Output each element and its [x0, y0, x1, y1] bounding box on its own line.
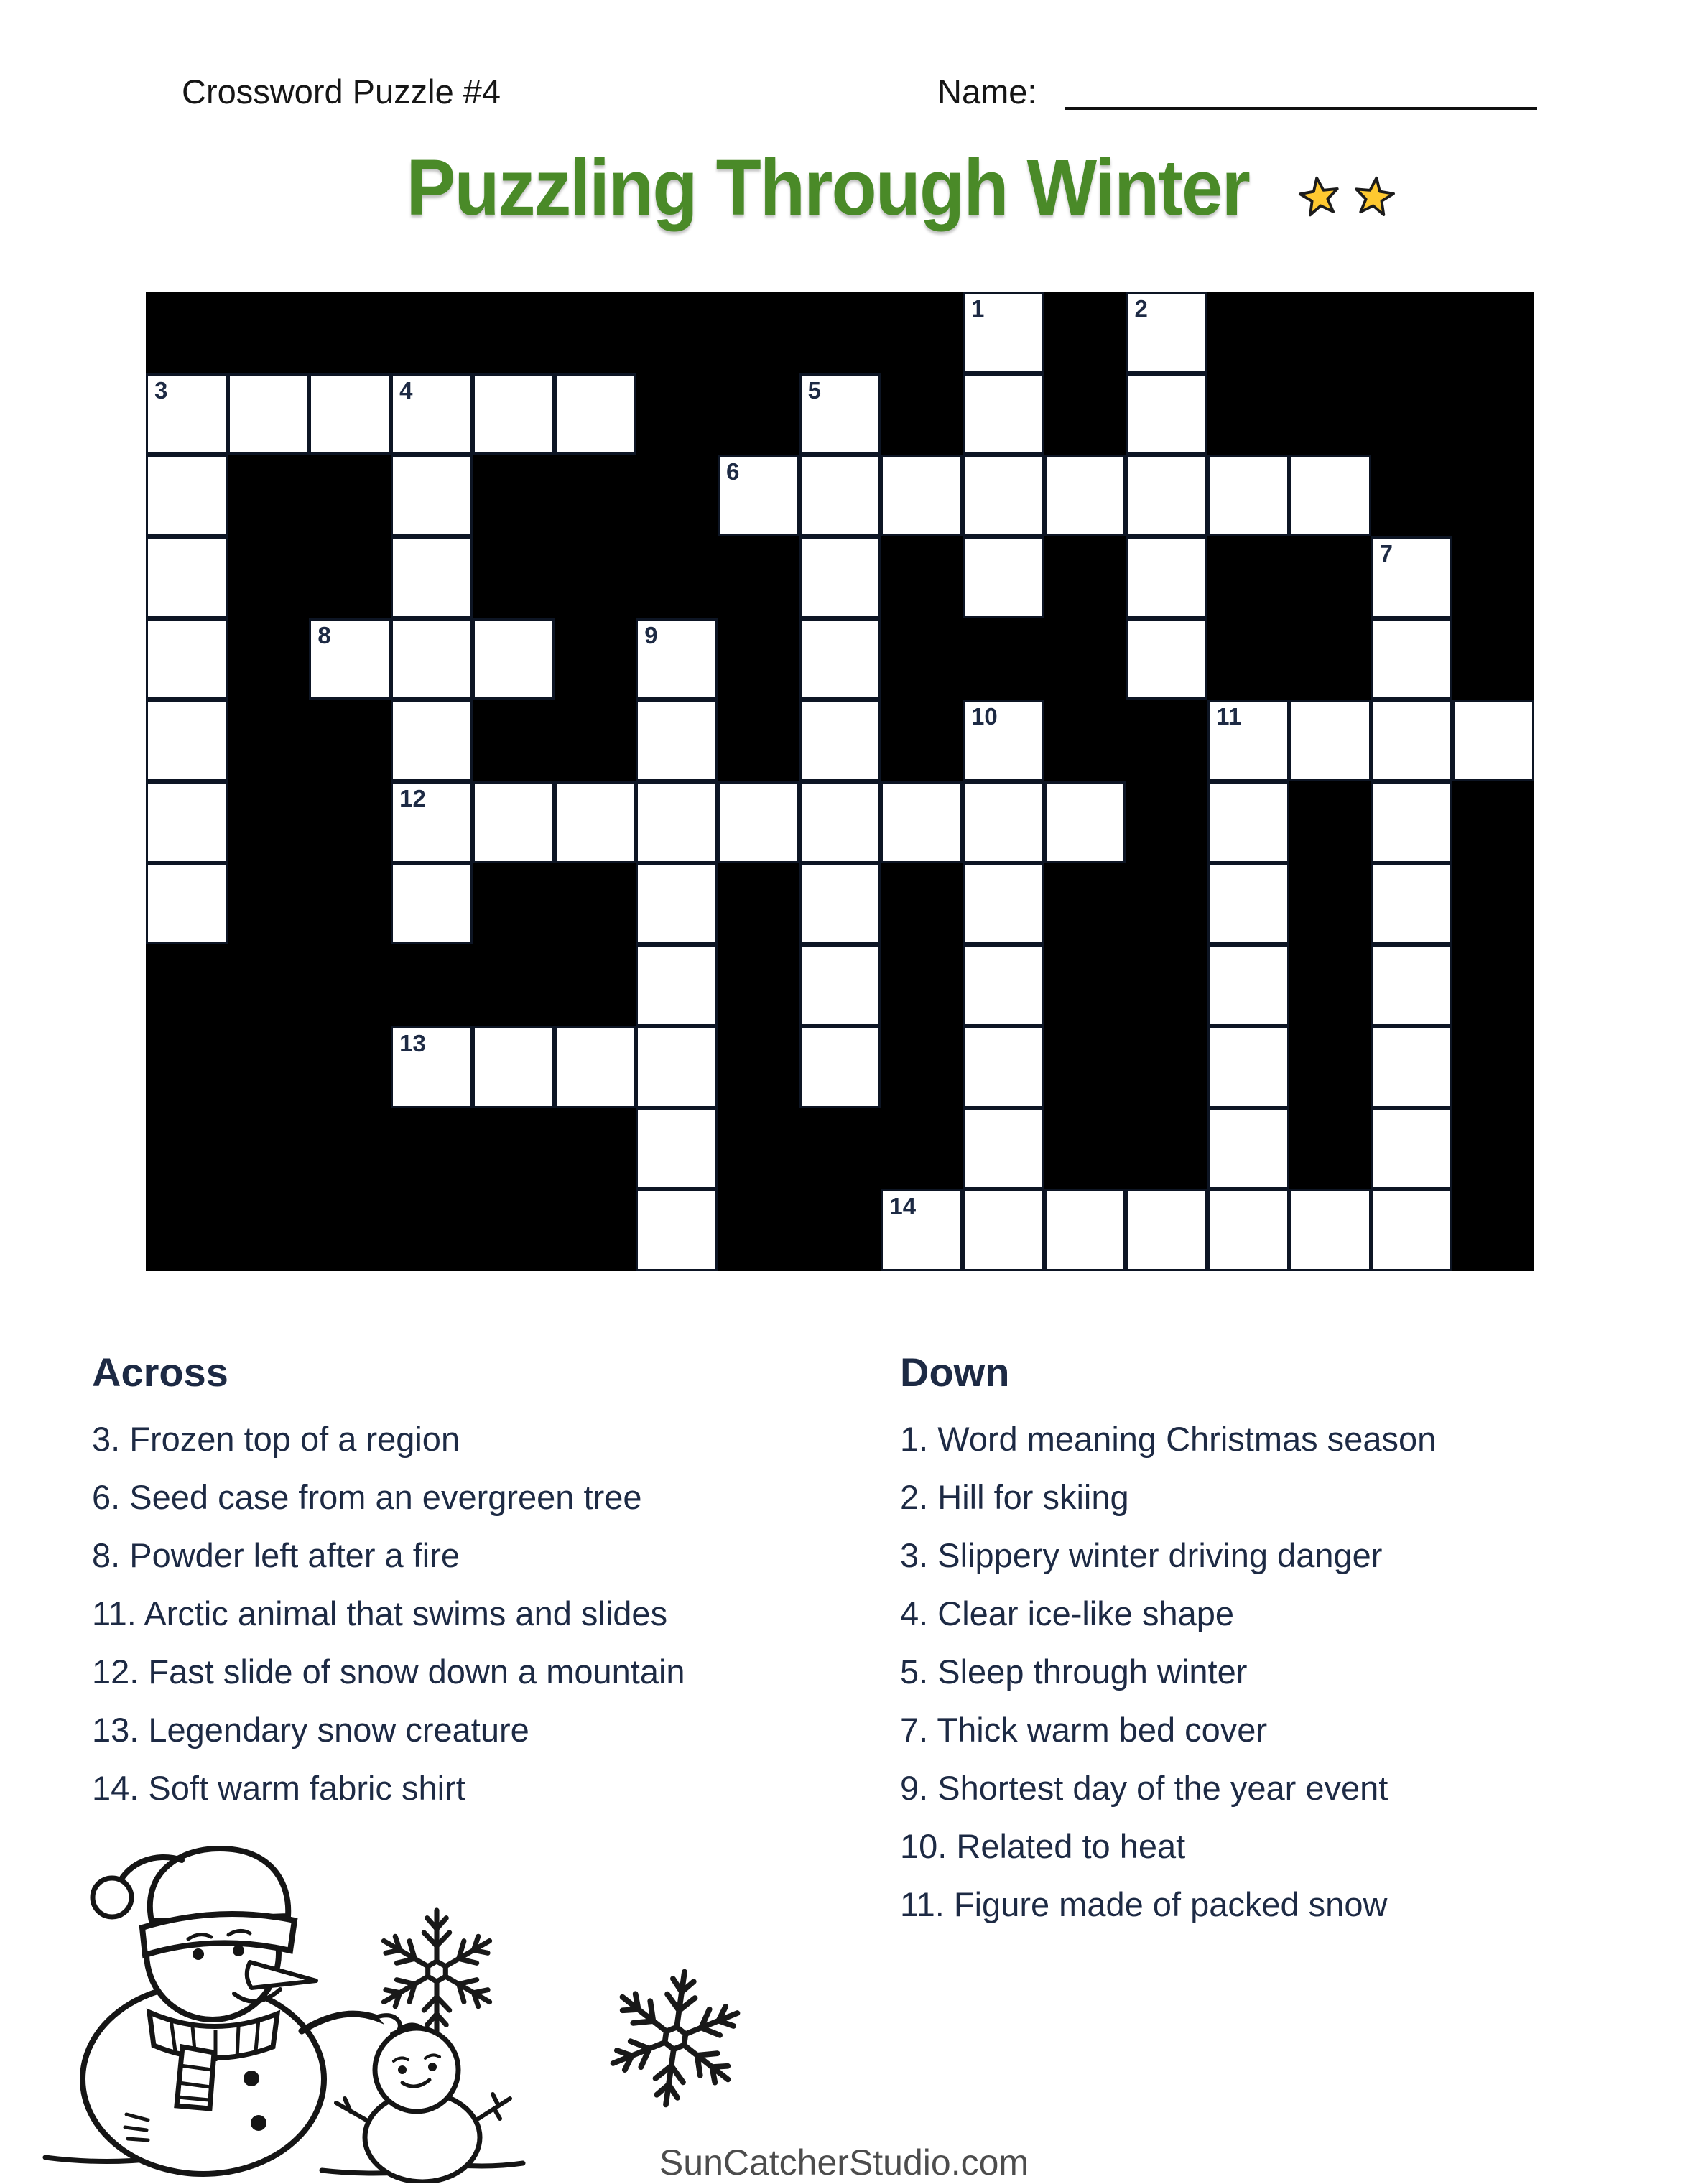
grid-cell[interactable] [636, 1026, 718, 1108]
grid-cell[interactable] [1207, 1108, 1289, 1190]
grid-cell[interactable] [1371, 1108, 1453, 1190]
grid-cell[interactable] [1371, 700, 1453, 781]
grid-cell[interactable] [963, 292, 1044, 373]
grid-cell[interactable] [1207, 455, 1289, 536]
down-heading: Down [900, 1349, 1010, 1395]
clue-number: 11 [1216, 703, 1242, 730]
grid-cell[interactable] [636, 944, 718, 1026]
grid-cell[interactable] [1126, 536, 1207, 618]
grid-cell[interactable] [963, 781, 1044, 863]
grid-cell[interactable] [799, 944, 881, 1026]
down-clue: 11. Figure made of packed snow [900, 1885, 1388, 1923]
grid-cell[interactable] [1371, 1026, 1453, 1108]
grid-cell[interactable] [228, 373, 310, 455]
grid-cell[interactable] [391, 700, 473, 781]
grid-cell[interactable] [799, 781, 881, 863]
grid-cell[interactable] [473, 1026, 555, 1108]
grid-cell[interactable] [1371, 536, 1453, 618]
across-clue: 11. Arctic animal that swims and slides [92, 1594, 668, 1632]
grid-cell[interactable] [799, 618, 881, 700]
grid-cell[interactable] [799, 455, 881, 536]
grid-cell[interactable] [1371, 863, 1453, 945]
down-clue: 2. Hill for skiing [900, 1478, 1129, 1516]
grid-cell[interactable] [799, 536, 881, 618]
grid-cell[interactable] [473, 781, 555, 863]
down-clue: 9. Shortest day of the year event [900, 1769, 1388, 1807]
grid-cell[interactable] [963, 1189, 1044, 1271]
puzzle-title: Puzzling Through Winter [406, 144, 1249, 232]
grid-cell[interactable] [799, 863, 881, 945]
grid-cell[interactable] [555, 1026, 636, 1108]
grid-cell[interactable] [555, 373, 636, 455]
down-list [900, 1410, 1676, 1933]
grid-cell[interactable] [636, 618, 718, 700]
across-list [92, 1410, 868, 1817]
clue-number: 14 [889, 1193, 917, 1220]
grid-cell[interactable] [391, 455, 473, 536]
clue-number: 9 [644, 621, 658, 649]
footer-site: SunCatcherStudio.com [659, 2142, 1029, 2183]
clue-number: 8 [317, 621, 331, 649]
grid-cell[interactable] [555, 781, 636, 863]
grid-cell[interactable] [881, 455, 963, 536]
grid-cell[interactable] [636, 863, 718, 945]
grid-cell[interactable] [1207, 1189, 1289, 1271]
grid-cell[interactable] [146, 455, 228, 536]
grid-cell[interactable] [1371, 618, 1453, 700]
clue-number: 7 [1379, 539, 1393, 567]
grid-cell[interactable] [473, 618, 555, 700]
down-clue: 3. Slippery winter driving danger [900, 1536, 1383, 1574]
grid-cell[interactable] [146, 781, 228, 863]
grid-cell[interactable] [636, 781, 718, 863]
grid-cell[interactable] [963, 944, 1044, 1026]
grid-cell[interactable] [1289, 1189, 1371, 1271]
worksheet-title: Crossword Puzzle #4 [182, 73, 501, 111]
crossword-grid [146, 292, 1534, 1271]
grid-cell[interactable] [309, 373, 391, 455]
grid-cell[interactable] [1044, 1189, 1126, 1271]
across-clue: 14. Soft warm fabric shirt [92, 1769, 465, 1807]
across-clue: 13. Legendary snow creature [92, 1711, 529, 1749]
star-icon [1296, 174, 1343, 221]
grid-cell[interactable] [473, 373, 555, 455]
grid-cell[interactable] [963, 863, 1044, 945]
puzzle-title-row [0, 142, 1688, 233]
grid-cell[interactable] [881, 1189, 963, 1271]
title-stars [1296, 155, 1398, 221]
grid-cell[interactable] [963, 1026, 1044, 1108]
clue-number: 5 [807, 376, 821, 404]
grid-cell[interactable] [391, 618, 473, 700]
clue-number: 10 [971, 703, 998, 730]
grid-cell[interactable] [146, 618, 228, 700]
snowflake-icon [370, 1905, 504, 2038]
down-clue: 10. Related to heat [900, 1827, 1186, 1865]
clue-number: 13 [399, 1029, 426, 1056]
grid-cell[interactable] [1371, 781, 1453, 863]
across-clue: 3. Frozen top of a region [92, 1420, 460, 1458]
grid-cell[interactable] [1126, 618, 1207, 700]
grid-cell[interactable] [963, 700, 1044, 781]
clue-number: 1 [971, 295, 985, 322]
down-clue: 7. Thick warm bed cover [900, 1711, 1268, 1749]
down-clue: 4. Clear ice-like shape [900, 1594, 1234, 1632]
name-label: Name: [937, 73, 1037, 111]
grid-cell[interactable] [718, 455, 799, 536]
clue-number: 6 [725, 458, 740, 485]
grid-cell[interactable] [391, 863, 473, 945]
across-heading: Across [92, 1349, 228, 1395]
star-icon [1350, 174, 1398, 221]
down-clue: 5. Sleep through winter [900, 1653, 1248, 1691]
grid-cell[interactable] [391, 781, 473, 863]
grid-cell[interactable] [391, 536, 473, 618]
grid-cell[interactable] [963, 1108, 1044, 1190]
grid-cell[interactable] [1207, 1026, 1289, 1108]
grid-cell[interactable] [1207, 944, 1289, 1026]
name-line[interactable] [1065, 107, 1537, 110]
grid-cell[interactable] [799, 1026, 881, 1108]
grid-cell[interactable] [391, 373, 473, 455]
grid-cell[interactable] [146, 863, 228, 945]
clue-number: 2 [1134, 295, 1148, 322]
grid-cell[interactable] [636, 1189, 718, 1271]
grid-cell[interactable] [1289, 455, 1371, 536]
grid-cell[interactable] [1371, 944, 1453, 1026]
grid-cell[interactable] [1126, 1189, 1207, 1271]
grid-cell[interactable] [1371, 1189, 1453, 1271]
down-clue: 1. Word meaning Christmas season [900, 1420, 1437, 1458]
grid-cell[interactable] [1207, 863, 1289, 945]
grid-cell[interactable] [1289, 700, 1371, 781]
grid-cell[interactable] [718, 781, 799, 863]
grid-cell[interactable] [1126, 292, 1207, 373]
across-clue: 8. Powder left after a fire [92, 1536, 460, 1574]
grid-cell[interactable] [391, 1026, 473, 1108]
clue-number: 4 [399, 376, 413, 404]
grid-cell[interactable] [1207, 781, 1289, 863]
clue-number: 3 [154, 376, 168, 404]
across-clue: 12. Fast slide of snow down a mountain [92, 1653, 685, 1691]
grid-cell[interactable] [881, 781, 963, 863]
grid-cell[interactable] [1452, 700, 1534, 781]
grid-cell[interactable] [1044, 455, 1126, 536]
clue-number: 12 [399, 784, 426, 812]
grid-cell[interactable] [963, 455, 1044, 536]
grid-cell[interactable] [799, 373, 881, 455]
grid-cell[interactable] [1207, 700, 1289, 781]
grid-cell[interactable] [636, 1108, 718, 1190]
grid-cell[interactable] [1126, 455, 1207, 536]
snowflake-icon [593, 1956, 758, 2121]
grid-cell[interactable] [1126, 373, 1207, 455]
grid-cell[interactable] [636, 700, 718, 781]
grid-cell[interactable] [799, 700, 881, 781]
grid-cell[interactable] [1044, 781, 1126, 863]
grid-cell[interactable] [309, 618, 391, 700]
grid-cell[interactable] [146, 536, 228, 618]
grid-cell[interactable] [146, 373, 228, 455]
grid-cell[interactable] [963, 536, 1044, 618]
grid-cell[interactable] [146, 700, 228, 781]
across-clues-section [92, 1349, 868, 1817]
grid-cell[interactable] [963, 373, 1044, 455]
down-clues-section [900, 1349, 1676, 1933]
across-clue: 6. Seed case from an evergreen tree [92, 1478, 642, 1516]
